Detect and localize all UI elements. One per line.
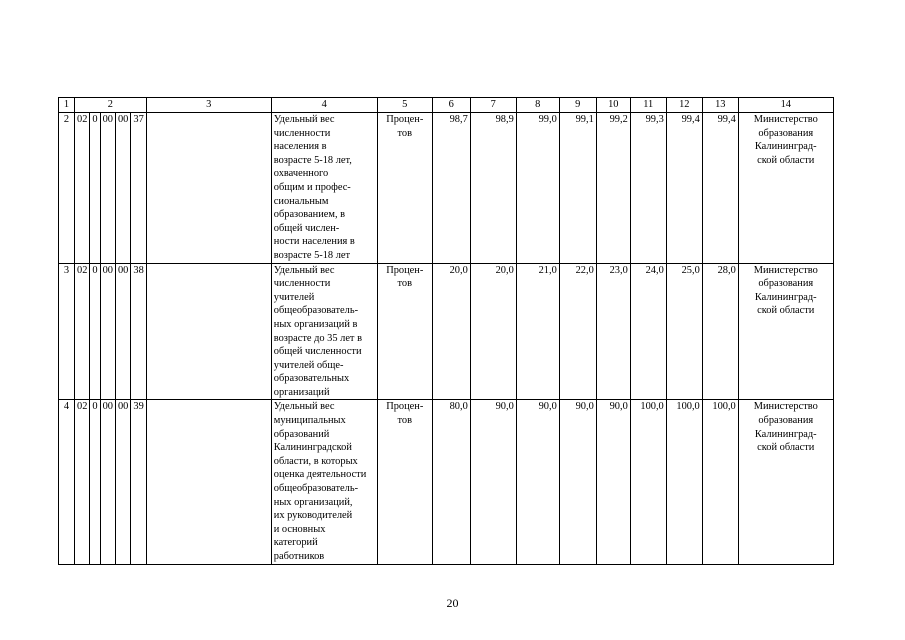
code-part: 00 bbox=[100, 400, 115, 564]
header-cell: 9 bbox=[559, 98, 596, 113]
value-cell: 22,0 bbox=[559, 263, 596, 400]
code-part: 38 bbox=[131, 263, 146, 400]
name-line: организаций bbox=[273, 386, 330, 398]
table-row bbox=[59, 263, 834, 400]
row-number: 4 bbox=[59, 400, 75, 564]
responsible-line: Министерство bbox=[753, 264, 818, 276]
unit-line: тов bbox=[397, 278, 413, 290]
unit-line: тов bbox=[397, 415, 413, 427]
header-cell: 10 bbox=[596, 98, 630, 113]
code-part: 02 bbox=[75, 400, 90, 564]
code-part: 0 bbox=[90, 113, 100, 264]
name-line: возрасте 5-18 лет, bbox=[273, 154, 352, 166]
indicator-name bbox=[271, 400, 377, 564]
value-cell: 99,0 bbox=[516, 113, 559, 264]
header-cell: 2 bbox=[75, 98, 147, 113]
name-line: образованием, в bbox=[273, 209, 346, 221]
responsible-cell bbox=[738, 113, 833, 264]
name-line: возрасте 5-18 лет bbox=[273, 249, 351, 261]
value-cell: 90,0 bbox=[516, 400, 559, 564]
code-part: 00 bbox=[115, 113, 130, 264]
name-line: Удельный вес bbox=[273, 114, 335, 125]
responsible-line: Калининград- bbox=[754, 428, 817, 440]
responsible-line: образования bbox=[758, 127, 814, 139]
name-line: категорий bbox=[273, 537, 318, 549]
code-part: 0 bbox=[90, 263, 100, 400]
indicator-name bbox=[271, 263, 377, 400]
table-row bbox=[59, 113, 834, 264]
name-line: общеобразователь- bbox=[273, 305, 359, 317]
value-cell: 90,0 bbox=[596, 400, 630, 564]
responsible-line: Калининград- bbox=[754, 291, 817, 303]
name-line: возрасте до 35 лет в bbox=[273, 332, 362, 344]
name-line: сиональным bbox=[273, 195, 329, 207]
name-line: численности bbox=[273, 278, 331, 290]
code-part: 0 bbox=[90, 400, 100, 564]
code-part: 00 bbox=[115, 263, 130, 400]
name-line: численности bbox=[273, 127, 331, 139]
name-line: общей числен- bbox=[273, 222, 340, 234]
value-cell: 100,0 bbox=[666, 400, 702, 564]
value-cell: 20,0 bbox=[470, 263, 516, 400]
unit-cell bbox=[377, 113, 432, 264]
code-part: 00 bbox=[100, 113, 115, 264]
name-line: учителей bbox=[273, 291, 315, 303]
responsible-cell bbox=[738, 400, 833, 564]
name-line: Калининградской bbox=[273, 442, 352, 454]
name-line: оценка деятельности bbox=[273, 469, 367, 481]
value-cell: 99,4 bbox=[702, 113, 738, 264]
indicator-name bbox=[271, 113, 377, 264]
code-part: 00 bbox=[100, 263, 115, 400]
header-cell: 3 bbox=[146, 98, 271, 113]
header-cell: 4 bbox=[271, 98, 377, 113]
header-cell: 13 bbox=[702, 98, 738, 113]
header-cell: 6 bbox=[432, 98, 470, 113]
value-cell: 90,0 bbox=[559, 400, 596, 564]
value-cell: 99,2 bbox=[596, 113, 630, 264]
name-line: и основных bbox=[273, 523, 326, 535]
name-line: общим и профес- bbox=[273, 181, 351, 193]
value-cell: 80,0 bbox=[432, 400, 470, 564]
responsible-cell bbox=[738, 263, 833, 400]
name-line: образовательных bbox=[273, 373, 350, 385]
col3-cell bbox=[146, 400, 271, 564]
responsible-line: ской области bbox=[757, 442, 815, 454]
value-cell: 99,1 bbox=[559, 113, 596, 264]
header-cell: 11 bbox=[630, 98, 666, 113]
row-number: 2 bbox=[59, 113, 75, 264]
responsible-line: Министерство bbox=[753, 401, 818, 413]
value-cell: 25,0 bbox=[666, 263, 702, 400]
responsible-line: Калининград- bbox=[754, 141, 817, 153]
value-cell: 98,7 bbox=[432, 113, 470, 264]
header-cell: 1 bbox=[59, 98, 75, 113]
code-part: 37 bbox=[131, 113, 146, 264]
header-cell: 7 bbox=[470, 98, 516, 113]
unit-line: Процен- bbox=[386, 264, 424, 276]
unit-line: Процен- bbox=[386, 401, 424, 413]
page-number: 20 bbox=[446, 596, 459, 610]
indicator-table bbox=[58, 97, 834, 565]
header-cell: 5 bbox=[377, 98, 432, 113]
header-cell: 14 bbox=[738, 98, 833, 113]
table-header-row bbox=[59, 98, 834, 113]
unit-line: Процен- bbox=[386, 114, 424, 125]
unit-cell bbox=[377, 263, 432, 400]
name-line: их руководителей bbox=[273, 510, 353, 522]
value-cell: 99,3 bbox=[630, 113, 666, 264]
name-line: общей численности bbox=[273, 346, 362, 358]
name-line: ных организаций, bbox=[273, 496, 353, 508]
header-cell: 12 bbox=[666, 98, 702, 113]
code-part: 02 bbox=[75, 263, 90, 400]
responsible-line: ской области bbox=[757, 154, 815, 166]
responsible-line: образования bbox=[758, 278, 814, 290]
col3-cell bbox=[146, 113, 271, 264]
name-line: области, в которых bbox=[273, 455, 358, 467]
value-cell: 20,0 bbox=[432, 263, 470, 400]
value-cell: 90,0 bbox=[470, 400, 516, 564]
table-row bbox=[59, 400, 834, 564]
name-line: работников bbox=[273, 551, 325, 562]
value-cell: 28,0 bbox=[702, 263, 738, 400]
name-line: Удельный вес bbox=[273, 264, 335, 276]
name-line: учителей обще- bbox=[273, 359, 344, 371]
code-part: 39 bbox=[131, 400, 146, 564]
name-line: охваченного bbox=[273, 168, 329, 180]
name-line: ных организаций в bbox=[273, 318, 358, 330]
value-cell: 98,9 bbox=[470, 113, 516, 264]
value-cell: 99,4 bbox=[666, 113, 702, 264]
unit-line: тов bbox=[397, 127, 413, 139]
code-part: 00 bbox=[115, 400, 130, 564]
value-cell: 100,0 bbox=[702, 400, 738, 564]
responsible-line: ской области bbox=[757, 305, 815, 317]
name-line: населения в bbox=[273, 141, 327, 153]
col3-cell bbox=[146, 263, 271, 400]
name-line: муниципальных bbox=[273, 415, 346, 427]
unit-cell bbox=[377, 400, 432, 564]
value-cell: 23,0 bbox=[596, 263, 630, 400]
name-line: ности населения в bbox=[273, 236, 355, 248]
name-line: образований bbox=[273, 428, 330, 440]
code-part: 02 bbox=[75, 113, 90, 264]
header-cell: 8 bbox=[516, 98, 559, 113]
row-number: 3 bbox=[59, 263, 75, 400]
responsible-line: образования bbox=[758, 415, 814, 427]
name-line: Удельный вес bbox=[273, 401, 335, 413]
value-cell: 21,0 bbox=[516, 263, 559, 400]
value-cell: 100,0 bbox=[630, 400, 666, 564]
name-line: общеобразователь- bbox=[273, 483, 359, 495]
value-cell: 24,0 bbox=[630, 263, 666, 400]
responsible-line: Министерство bbox=[753, 114, 818, 125]
